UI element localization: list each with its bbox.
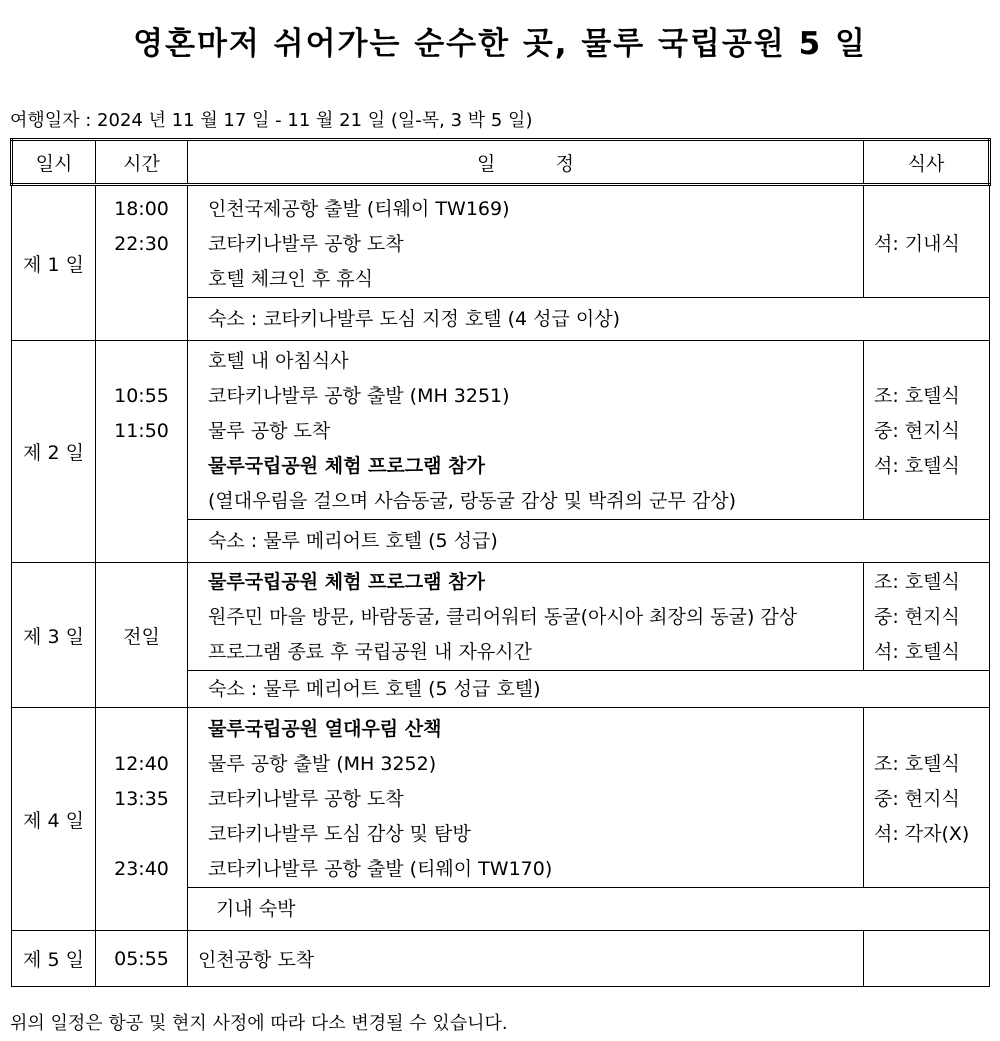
day4-time: 13:35 [114,788,169,810]
day5-row [12,931,990,987]
day2-time [96,449,187,484]
day5-label: 제 5 일 [12,931,96,987]
meal-line [874,192,989,227]
day1-label: 제 1 일 [12,185,96,341]
meal-line: 석: 호텔식 [874,455,960,477]
day4-row [12,708,990,888]
header-meal: 식사 [864,140,990,185]
schedule-line: 물루국립공원 열대우림 산책 [208,718,442,740]
meal-line [874,262,989,297]
meal-line [874,344,989,379]
schedule-line: 물루 공항 출발 (MH 3252) [208,753,437,775]
meal-line [874,484,989,519]
day2-times [96,341,188,563]
travel-date: 여행일자 : 2024 년 11 월 17 일 - 11 월 21 일 (일-목, 3 박 5 일) [10,110,533,131]
schedule-line: 호텔 체크인 후 휴식 [208,268,373,290]
day2-time [96,344,187,379]
day2-time: 10:55 [114,385,169,407]
day4-time [96,817,187,852]
day4-time [96,712,187,747]
schedule-line: 호텔 내 아침식사 [208,350,349,372]
day1-time: 22:30 [114,233,169,255]
day5-meals [864,931,990,987]
day4-label: 제 4 일 [12,708,96,931]
day4-lodging: 기내 숙박 [188,888,990,931]
day5-schedule: 인천공항 도착 [188,931,864,987]
schedule-line: 코타키나발루 공항 도착 [208,788,404,810]
schedule-line: (열대우림을 걸으며 사슴동굴, 랑동굴 감상 및 박쥐의 군무 감상) [208,490,737,512]
day2-meals [864,341,990,520]
day1-schedule [188,185,864,298]
meal-line: 조: 호텔식 [874,571,960,593]
schedule-line: 물루국립공원 체험 프로그램 참가 [208,571,485,593]
meal-line: 석: 호텔식 [874,641,960,663]
header-row [12,140,990,185]
day3-time: 전일 [96,563,188,708]
day3-lodging: 숙소 : 물루 메리어트 호텔 (5 성급 호텔) [188,671,990,708]
day2-label: 제 2 일 [12,341,96,563]
day1-meals [864,185,990,298]
day2-time [96,484,187,519]
day2-schedule [188,341,864,520]
day1-times [96,185,188,341]
day1-lodging: 숙소 : 코타키나발루 도심 지정 호텔 (4 성급 이상) [188,298,990,341]
day4-times [96,708,188,931]
day3-schedule [188,563,864,671]
day3-row [12,563,990,671]
meal-line: 조: 호텔식 [874,753,960,775]
schedule-line: 물루국립공원 체험 프로그램 참가 [208,455,485,477]
day2-time: 11:50 [114,420,169,442]
day3-meals [864,563,990,671]
day4-time: 12:40 [114,753,169,775]
meal-line: 중: 현지식 [874,606,960,628]
schedule-line: 코타키나발루 공항 출발 (티웨이 TW170) [208,858,553,880]
day2-lodging: 숙소 : 물루 메리어트 호텔 (5 성급) [188,520,990,563]
day1-time: 18:00 [114,198,169,220]
meal-line [874,852,989,887]
meal-line: 조: 호텔식 [874,385,960,407]
schedule-line: 인천국제공항 출발 (티웨이 TW169) [208,198,510,220]
day1-row [12,185,990,298]
schedule-line: 프로그램 종료 후 국립공원 내 자유시간 [208,641,532,663]
day4-meals [864,708,990,888]
day1-time [96,262,187,297]
footnote: 위의 일정은 항공 및 현지 사정에 따라 다소 변경될 수 있습니다. [10,1013,508,1034]
meal-line [874,712,989,747]
schedule-line: 물루 공항 도착 [208,420,331,442]
day2-row [12,341,990,520]
meal-line: 중: 현지식 [874,788,960,810]
header-schedule: 일 정 [188,140,864,185]
day5-time: 05:55 [96,931,188,987]
day4-time: 23:40 [114,858,169,880]
header-day: 일시 [12,140,96,185]
itinerary-table [10,138,991,987]
schedule-line: 코타키나발루 공항 도착 [208,233,404,255]
page-title: 영혼마저 쉬어가는 순수한 곳, 물루 국립공원 5 일 [133,26,867,62]
day4-schedule [188,708,864,888]
meal-line: 석: 각자(X) [874,823,970,845]
meal-line: 석: 기내식 [874,233,960,255]
schedule-line: 코타키나발루 공항 출발 (MH 3251) [208,385,510,407]
meal-line: 중: 현지식 [874,420,960,442]
day3-label: 제 3 일 [12,563,96,708]
schedule-line: 코타키나발루 도심 감상 및 탐방 [208,823,471,845]
header-time: 시간 [96,140,188,185]
schedule-line: 원주민 마을 방문, 바람동굴, 클리어워터 동굴(아시아 최장의 동굴) 감상 [208,606,798,628]
